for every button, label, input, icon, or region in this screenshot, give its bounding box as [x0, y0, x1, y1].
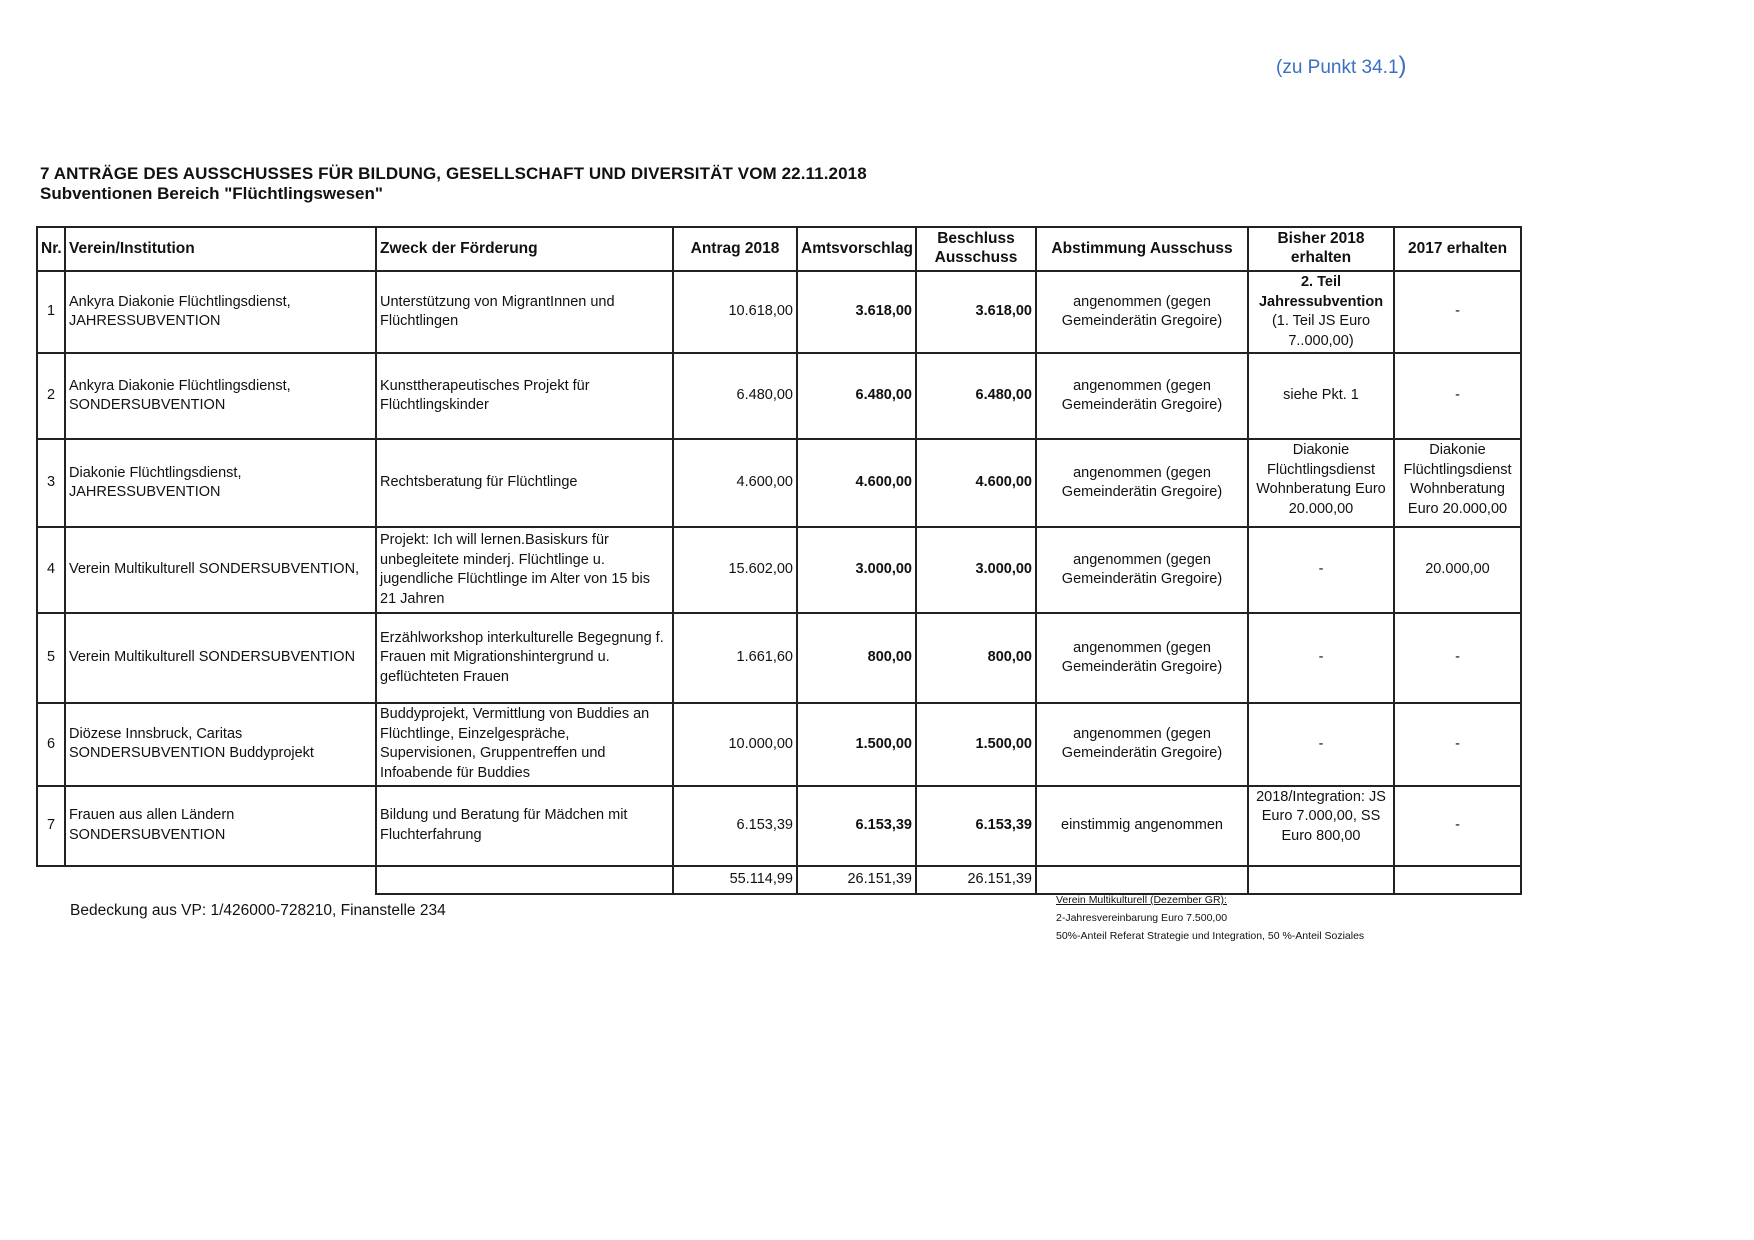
header-beschluss: Beschluss Ausschuss — [916, 227, 1036, 271]
row-zweck: Rechtsberatung für Flüchtlinge — [376, 439, 673, 527]
row-nr: 7 — [37, 786, 65, 866]
row-bisher: - — [1248, 613, 1394, 703]
row-amtsvorschlag: 4.600,00 — [797, 439, 916, 527]
header-antrag: Antrag 2018 — [673, 227, 797, 271]
row-nr: 1 — [37, 271, 65, 353]
row-abstimmung: einstimmig angenommen — [1036, 786, 1248, 866]
row-2017: - — [1394, 786, 1521, 866]
row-beschluss: 4.600,00 — [916, 439, 1036, 527]
header-amtsvorschlag: Amtsvorschlag — [797, 227, 916, 271]
row-amtsvorschlag: 3.000,00 — [797, 527, 916, 613]
row-2017: - — [1394, 703, 1521, 785]
row-verein: Verein Multikulturell SONDERSUBVENTION, — [65, 527, 376, 613]
row-abstimmung: angenommen (gegen Gemeinderätin Gregoire) — [1036, 527, 1248, 613]
row-abstimmung: angenommen (gegen Gemeinderätin Gregoire) — [1036, 439, 1248, 527]
row-abstimmung: angenommen (gegen Gemeinderätin Gregoire) — [1036, 353, 1248, 439]
row-zweck: Erzählworkshop interkulturelle Begegnung f. Frauen mit Migrationshintergrund u. geflüchteten Frauen — [376, 613, 673, 703]
row-zweck: Unterstützung von MigrantInnen und Flüchtlingen — [376, 271, 673, 353]
row-verein: Frauen aus allen Ländern SONDERSUBVENTION — [65, 786, 376, 866]
row-beschluss: 1.500,00 — [916, 703, 1036, 785]
row-amtsvorschlag: 6.480,00 — [797, 353, 916, 439]
agenda-reference: (zu Punkt 34.1) — [1276, 52, 1407, 79]
table-row — [37, 439, 1521, 527]
total-beschluss: 26.151,39 — [916, 866, 1036, 894]
footnote — [1056, 892, 1364, 946]
header-bisher: Bisher 2018 erhalten — [1248, 227, 1394, 271]
row-abstimmung: angenommen (gegen Gemeinderätin Gregoire) — [1036, 613, 1248, 703]
row-nr: 5 — [37, 613, 65, 703]
row-zweck: Projekt: Ich will lernen.Basiskurs für unbegleitete minderj. Flüchtlinge u. jugendliche Flüchtlinge im Alter von 15 bis 21 Jahren — [376, 527, 673, 613]
total-amtsvorschlag: 26.151,39 — [797, 866, 916, 894]
subsidy-table — [36, 226, 1522, 895]
row-abstimmung: angenommen (gegen Gemeinderätin Gregoire) — [1036, 703, 1248, 785]
row-verein: Ankyra Diakonie Flüchtlingsdienst, SONDERSUBVENTION — [65, 353, 376, 439]
row-antrag: 4.600,00 — [673, 439, 797, 527]
row-bisher: - — [1248, 527, 1394, 613]
row-verein: Verein Multikulturell SONDERSUBVENTION — [65, 613, 376, 703]
row-amtsvorschlag: 3.618,00 — [797, 271, 916, 353]
footnote-line1: 2-Jahresvereinbarung Euro 7.500,00 — [1056, 911, 1228, 924]
table-row — [37, 703, 1521, 785]
row-beschluss: 6.153,39 — [916, 786, 1036, 866]
totals-row — [37, 866, 1521, 894]
row-2017: Diakonie Flüchtlingsdienst Wohnberatung Euro 20.000,00 — [1394, 439, 1521, 527]
row-verein: Ankyra Diakonie Flüchtlingsdienst, JAHRESSUBVENTION — [65, 271, 376, 353]
row-bisher: siehe Pkt. 1 — [1248, 353, 1394, 439]
row-nr: 4 — [37, 527, 65, 613]
row-bisher: Diakonie Flüchtlingsdienst Wohnberatung Euro 20.000,00 — [1248, 439, 1394, 527]
row-2017: 20.000,00 — [1394, 527, 1521, 613]
row-beschluss: 3.000,00 — [916, 527, 1036, 613]
header-2017: 2017 erhalten — [1394, 227, 1521, 271]
header-zweck: Zweck der Förderung — [376, 227, 673, 271]
row-antrag: 6.153,39 — [673, 786, 797, 866]
row-2017: - — [1394, 271, 1521, 353]
table-row — [37, 786, 1521, 866]
row-amtsvorschlag: 6.153,39 — [797, 786, 916, 866]
row-nr: 2 — [37, 353, 65, 439]
row-zweck: Bildung und Beratung für Mädchen mit Fluchterfahrung — [376, 786, 673, 866]
row-nr: 3 — [37, 439, 65, 527]
header-verein: Verein/Institution — [65, 227, 376, 271]
budget-coverage: Bedeckung aus VP: 1/426000-728210, Finanstelle 234 — [70, 902, 446, 919]
footnote-line2: 50%-Anteil Referat Strategie und Integration, 50 %-Anteil Soziales — [1056, 929, 1365, 942]
row-bisher: 2018/Integration: JS Euro 7.000,00, SS Euro 800,00 — [1248, 786, 1394, 866]
table-row — [37, 353, 1521, 439]
document-title: 7 ANTRÄGE DES AUSSCHUSSES FÜR BILDUNG, GESELLSCHAFT UND DIVERSITÄT VOM 22.11.2018 — [40, 164, 867, 183]
document-subtitle: Subventionen Bereich "Flüchtlingswesen" — [40, 184, 383, 203]
row-verein: Diözese Innsbruck, Caritas SONDERSUBVENTION Buddyprojekt — [65, 703, 376, 785]
row-amtsvorschlag: 1.500,00 — [797, 703, 916, 785]
header-abstimmung: Abstimmung Ausschuss — [1036, 227, 1248, 271]
row-2017: - — [1394, 353, 1521, 439]
row-bisher — [1248, 271, 1394, 353]
row-beschluss: 6.480,00 — [916, 353, 1036, 439]
total-antrag: 55.114,99 — [673, 866, 797, 894]
table-row — [37, 271, 1521, 353]
row-antrag: 15.602,00 — [673, 527, 797, 613]
row-amtsvorschlag: 800,00 — [797, 613, 916, 703]
row-bisher-detail: (1. Teil JS Euro 7..000,00) — [1271, 313, 1371, 349]
row-beschluss: 800,00 — [916, 613, 1036, 703]
row-antrag: 10.618,00 — [673, 271, 797, 353]
footnote-title: Verein Multikulturell (Dezember GR): — [1056, 894, 1227, 906]
row-antrag: 10.000,00 — [673, 703, 797, 785]
row-2017: - — [1394, 613, 1521, 703]
row-zweck: Buddyprojekt, Vermittlung von Buddies an Flüchtlinge, Einzelgespräche, Supervisionen, Gruppentreffen und Infoabende für Buddies — [376, 703, 673, 785]
table-header-row — [37, 227, 1521, 271]
row-verein: Diakonie Flüchtlingsdienst, JAHRESSUBVENTION — [65, 439, 376, 527]
row-nr: 6 — [37, 703, 65, 785]
table-row — [37, 527, 1521, 613]
row-bisher-title: 2. Teil Jahressubvention — [1258, 274, 1384, 310]
row-abstimmung: angenommen (gegen Gemeinderätin Gregoire) — [1036, 271, 1248, 353]
header-nr: Nr. — [37, 227, 65, 271]
table-row — [37, 613, 1521, 703]
row-antrag: 6.480,00 — [673, 353, 797, 439]
row-bisher: - — [1248, 703, 1394, 785]
row-antrag: 1.661,60 — [673, 613, 797, 703]
row-beschluss: 3.618,00 — [916, 271, 1036, 353]
row-zweck: Kunsttherapeutisches Projekt für Flüchtlingskinder — [376, 353, 673, 439]
